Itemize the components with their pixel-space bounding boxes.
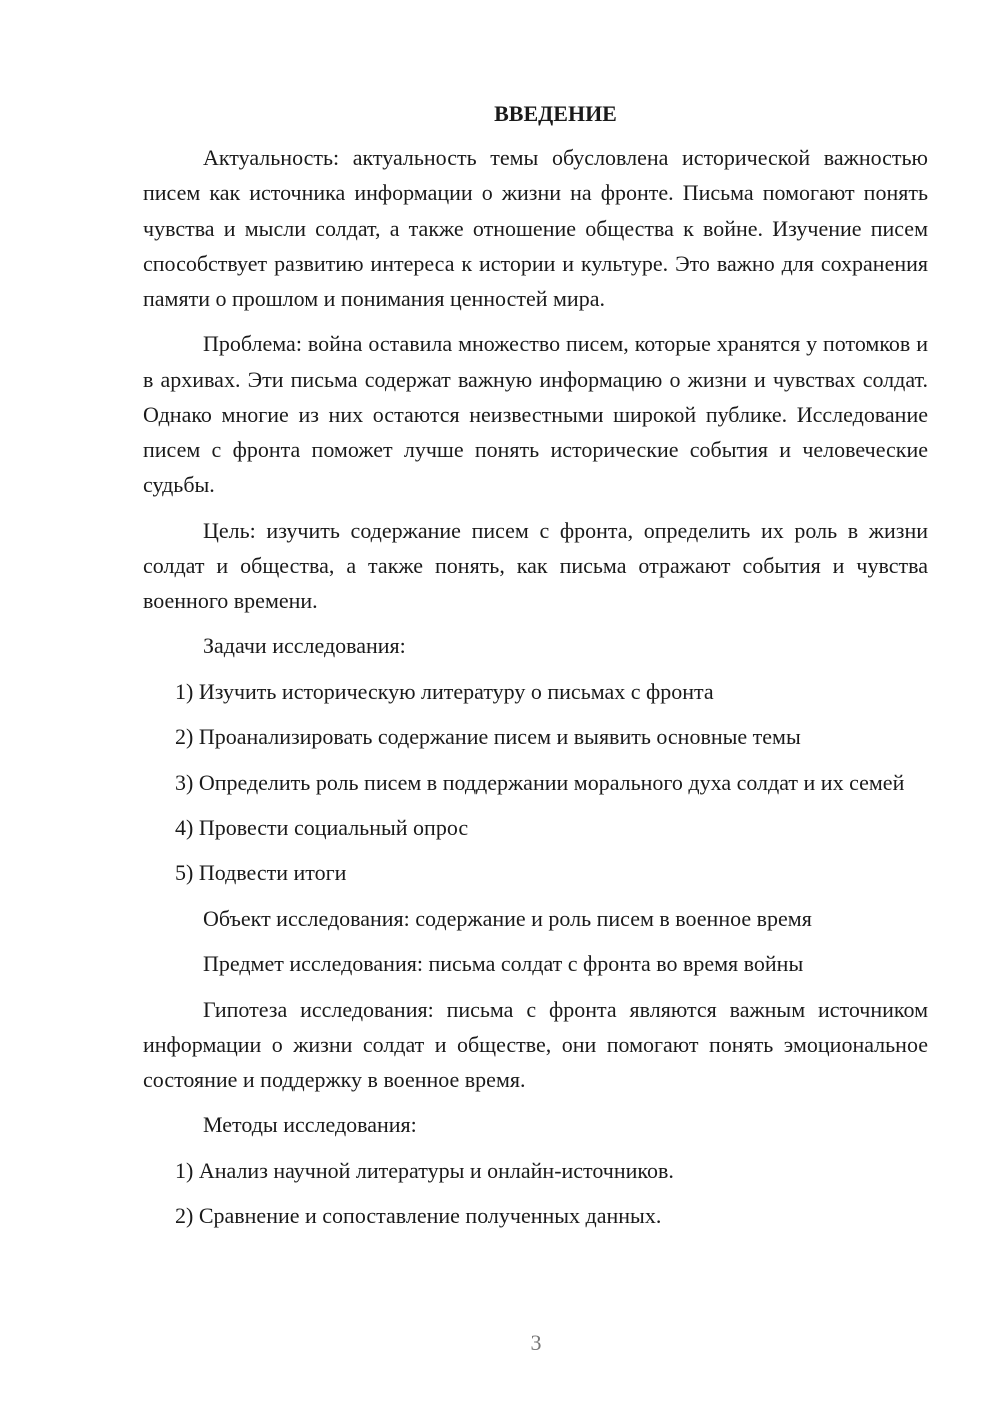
method-item: 1) Анализ научной литературы и онлайн-источников.: [175, 1157, 674, 1183]
paragraph-problem: Проблема: война оставила множество писем, которые хранятся у потомков и в архивах. Эти письма содержат важную информацию о жизни и чувствах солдат. Однако многие из них остаются неизвестными широкой публике. Исследование писем с фронта поможет лучше понять исторические события и человеческие судьбы.: [143, 331, 928, 498]
paragraph-subject: Предмет исследования: письма солдат с фронта во время войны: [203, 951, 804, 977]
paragraph-hypothesis: Гипотеза исследования: письма с фронта являются важным источником информации о жизни солдат и обществе, они помогают понять эмоциональное состояние и поддержку в военное время.: [143, 996, 928, 1092]
task-item: 1) Изучить историческую литературу о письмах с фронта: [175, 678, 714, 704]
task-item: 2) Проанализировать содержание писем и выявить основные темы: [175, 724, 801, 750]
paragraph-object: Объект исследования: содержание и роль писем в военное время: [203, 905, 812, 931]
paragraph-goal: Цель: изучить содержание писем с фронта, определить их роль в жизни солдат и общества, а также понять, как письма отражают события и чувства военного времени.: [143, 517, 928, 614]
section-heading: ВВЕДЕНИЕ: [494, 101, 617, 126]
task-item: 5) Подвести итоги: [175, 860, 347, 886]
page-number: 3: [530, 1330, 542, 1355]
tasks-title: Задачи исследования:: [203, 633, 406, 659]
paragraph-relevance: Актуальность: актуальность темы обусловлена исторической важностью писем как источника информации о жизни на фронте. Письма помогают понять чувства и мысли солдат, а также отношение общества к войне. Изучение писем способствует развитию интереса к истории и культуре. Это важно для сохранения памяти о прошлом и понимания ценностей мира.: [143, 145, 928, 312]
task-item: 3) Определить роль писем в поддержании морального духа солдат и их семей: [175, 769, 905, 795]
task-item: 4) Провести социальный опрос: [175, 814, 469, 840]
methods-title: Методы исследования:: [203, 1112, 417, 1138]
method-item: 2) Сравнение и сопоставление полученных данных.: [175, 1203, 662, 1229]
page-content: [143, 96, 928, 1244]
